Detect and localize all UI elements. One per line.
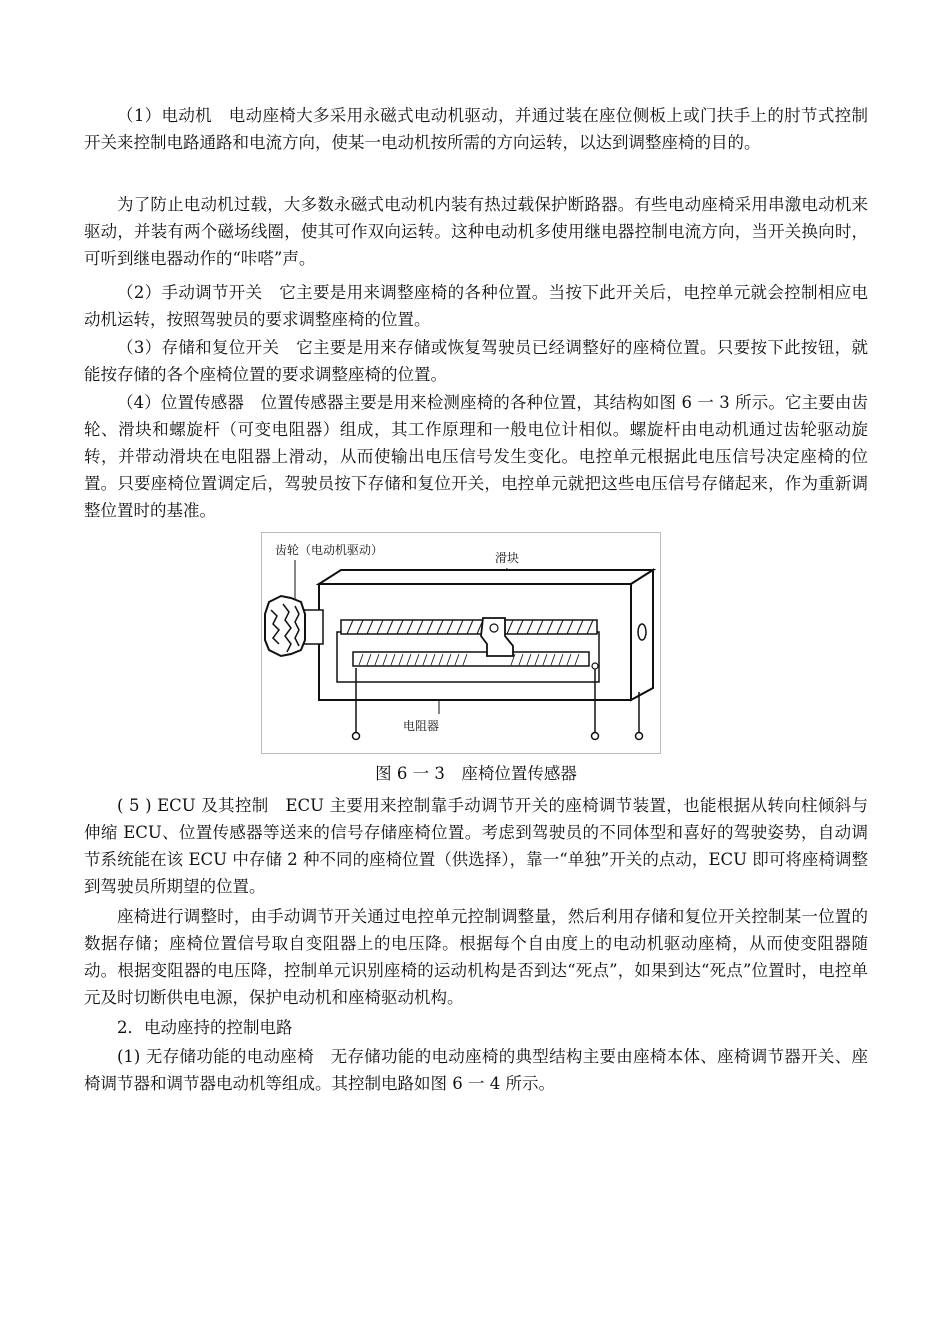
resistor-label: 电阻器: [403, 719, 440, 733]
screw-rod: [341, 620, 597, 634]
gear-icon: [265, 596, 305, 656]
paragraph-memory-switch: （3）存储和复位开关 它主要是用来存储或恢复驾驶员已经调整好的座椅位置。只要按下此按钮，就能按存储的各个座椅位置的要求调整座椅的位置。: [84, 338, 868, 384]
section-heading: 2．电动座持的控制电路: [117, 1018, 293, 1037]
paragraph-no-memory-seat: (1) 无存储功能的电动座椅 无存储功能的电动座椅的典型结构主要由座椅本体、座椅调节器开关、座椅调节器和调节器电动机等组成。其控制电路如图 6 一 4 所示。: [84, 1047, 868, 1093]
slider-label: 滑块: [495, 551, 520, 565]
paragraph-position-sensor: （4）位置传感器 位置传感器主要是用来检测座椅的各种位置，其结构如图 6 一 3 所示。它主要由齿轮、滑块和螺旋杆（可变电阻器）组成，其工作原理和一般电位计相似。螺旋杆由电动机通过齿轮驱动旋转，并带动滑块在电阻器上滑动，从而使输出电压信号发生变化。电控单元根据此电压信号决定座椅的位置。只要座椅位置调定后，驾驶员按下存储和复位开关，电控单元就把这些电压信号存储起来，作为重新调整位置时的基准。: [84, 393, 868, 520]
paragraph-seat-adjustment: 座椅进行调整时，由手动调节开关通过电控单元控制调整量，然后利用存储和复位开关控制某一位置的数据存储；座椅位置信号取自变阻器上的电压降。根据每个自由度上的电动机驱动座椅，从而使变阻器随动。根据变阻器的电压降，控制单元识别座椅的运动机构是否到达“死点”，如果到达“死点”位置时，电控单元及时切断供电电源，保护电动机和座椅驱动机构。: [84, 907, 868, 1007]
terminal-2-icon: [592, 733, 599, 740]
end-hole-icon: [638, 624, 646, 640]
paragraph-ecu-control: ( 5 ) ECU 及其控制 ECU 主要用来控制靠手动调节开关的座椅调节装置，也能根据从转向柱倾斜与伸缩 ECU、位置传感器等送来的信号存储座椅位置。考虑到驾驶员的不同体型和喜好的驾驶姿势，自动调节系统能在该 ECU 中存储 2 种不同的座椅位置（供选择），靠一“单独”开关的点动，ECU 即可将座椅调整到驾驶员所期望的位置。: [84, 796, 868, 896]
paragraph-electric-motor: （1）电动机 电动座椅大多采用永磁式电动机驱动，并通过装在座位侧板上或门扶手上的肘节式控制开关来控制电路通路和电流方向，使某一电动机按所需的方向运转，以达到调整座椅的目的。: [84, 106, 868, 152]
terminal-3-icon: [636, 733, 643, 740]
paragraph-manual-switch: （2）手动调节开关 它主要是用来调整座椅的各种位置。当按下此开关后，电控单元就会控制相应电动机运转，按照驾驶员的要求调整座椅的位置。: [84, 283, 868, 329]
housing-top: [319, 570, 653, 584]
paragraph-overload-protection: 为了防止电动机过载，大多数永磁式电动机内装有热过载保护断路器。有些电动座椅采用串激电动机来驱动，并装有两个磁场线圈，使其可作双向运转。这种电动机多使用继电器控制电流方向，当开关换向时，可听到继电器动作的“咔嗒”声。: [84, 195, 868, 268]
figure-caption: 图 6 一 3 座椅位置传感器: [375, 764, 577, 783]
position-sensor-diagram: [261, 532, 661, 754]
terminal-1-icon: [353, 733, 360, 740]
gear-label: 齿轮（电动机驱动）: [275, 543, 384, 557]
position-sensor-figure: [261, 532, 661, 754]
